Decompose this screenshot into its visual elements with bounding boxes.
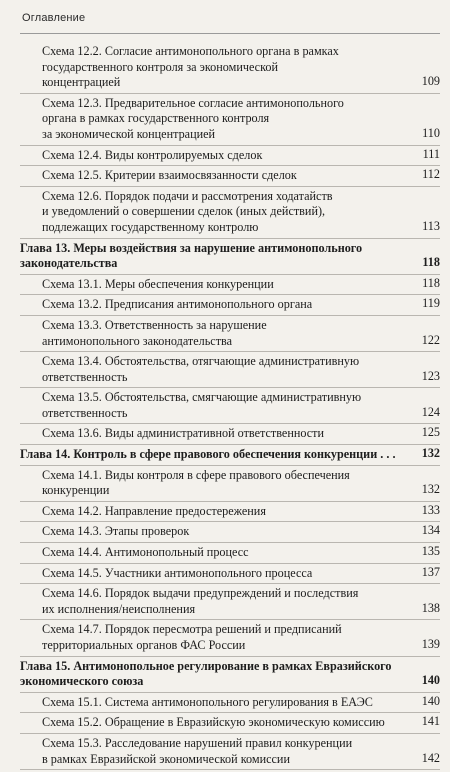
entry-title-line: Схема 13.1. Меры обеспечения конкуренции [42, 276, 274, 291]
page-number: 109 [421, 74, 440, 89]
page-number: 113 [422, 218, 440, 233]
toc-scheme-entry [20, 354, 440, 388]
entry-title-line: за экономической концентрацией [42, 126, 216, 141]
page-number: 112 [422, 167, 440, 182]
entry-title-line: государственного контроля за экономической [42, 59, 279, 74]
toc-scheme-entry [20, 277, 440, 296]
entry-title [20, 504, 440, 520]
entry-title [20, 189, 440, 236]
toc-scheme-entry [20, 622, 440, 656]
toc-scheme-entry [20, 736, 440, 770]
running-header: Оглавление [22, 12, 86, 24]
entry-title-line: Схема 14.2. Направление предостережения [42, 503, 266, 518]
entry-title-line: Глава 15. Антимонопольное регулирование в рамках Евразийского [20, 658, 392, 673]
entry-title-line: Схема 13.4. Обстоятельства, отягчающие административную [42, 354, 360, 369]
entry-title [20, 586, 440, 617]
entry-title-line: подлежащих государственному контролю [42, 219, 259, 234]
entry-title [20, 524, 440, 540]
page-number: 119 [422, 296, 440, 311]
entry-title-line: Схема 15.3. Расследование нарушений правил конкуренции [42, 735, 353, 750]
toc-scheme-entry [20, 524, 440, 543]
entry-title-line: Схема 15.1. Система антимонопольного регулирования в ЕАЭС [42, 694, 373, 709]
page-number: 122 [421, 332, 440, 347]
entry-title-line: территориальных органов ФАС России [42, 638, 246, 652]
toc-scheme-entry [20, 586, 440, 620]
entry-title [20, 44, 440, 91]
entry-title [20, 354, 440, 385]
entry-title [20, 468, 440, 499]
entry-title [20, 241, 440, 272]
page-number: 139 [421, 637, 440, 651]
entry-title-line: Схема 14.5. Участники антимонопольного процесса [42, 565, 313, 580]
entry-title-line: Схема 12.4. Виды контролируемых сделок [42, 147, 263, 162]
page-number: 118 [422, 275, 440, 290]
entry-title-line: ответственность [42, 369, 128, 384]
page-number: 123 [421, 368, 440, 383]
entry-title-line: Схема 12.5. Критерии взаимосвязанности сделок [42, 168, 297, 183]
toc-scheme-entry [20, 566, 440, 585]
entry-title-line: органа в рамках государственного контроля [42, 111, 270, 126]
entry-title-line: ответственность [42, 405, 128, 420]
toc-scheme-entry [20, 96, 440, 146]
page-number: 141 [421, 714, 440, 729]
toc-scheme-entry [20, 695, 440, 714]
entry-title-line: Схема 13.3. Ответственность за нарушение [42, 317, 267, 332]
entry-title-line: Схема 14.7. Порядок пересмотра решений и предписаний [42, 622, 342, 637]
entry-title-line: Схема 12.3. Предварительное согласие антимонопольного [42, 95, 344, 110]
entry-title-line: Схема 12.6. Порядок подачи и рассмотрения ходатайств [42, 188, 333, 203]
toc-scheme-entry [20, 297, 440, 316]
entry-title-line: Схема 15.2. Обращение в Евразийскую экономическую комиссию [42, 715, 385, 730]
entry-title [20, 659, 440, 690]
table-of-contents [20, 44, 440, 772]
page-number: 125 [421, 425, 440, 440]
entry-title-line: Схема 13.6. Виды административной ответственности [42, 426, 325, 441]
entry-title [20, 545, 440, 561]
page-number: 132 [421, 446, 440, 461]
page-number: 142 [421, 750, 440, 765]
entry-title-line: Схема 14.3. Этапы проверок [42, 524, 190, 539]
entry-title-line: их исполнения/неисполнения [42, 601, 196, 616]
toc-scheme-entry [20, 504, 440, 523]
toc-scheme-entry [20, 390, 440, 424]
page-number: 134 [421, 523, 440, 538]
toc-scheme-entry [20, 468, 440, 502]
page-number: 124 [421, 404, 440, 419]
entry-title-line: Схема 14.4. Антимонопольный процесс [42, 545, 249, 560]
entry-title [20, 277, 440, 293]
entry-title-line: в рамках Евразийской экономической комиссии [42, 751, 290, 766]
page-number: 133 [421, 502, 440, 517]
page-number: 138 [421, 600, 440, 615]
entry-title [20, 168, 440, 184]
page-number: 137 [421, 564, 440, 579]
toc-scheme-entry [20, 715, 440, 734]
entry-title-line: Глава 13. Меры воздействия за нарушение антимонопольного [20, 240, 363, 255]
page-number: 140 [421, 673, 440, 688]
entry-title-line: Схема 13.2. Предписания антимонопольного органа [42, 297, 313, 312]
page-number: 135 [421, 544, 440, 559]
entry-title-line: Схема 14.1. Виды контроля в сфере правового обеспечения [42, 467, 350, 482]
toc-chapter-entry [20, 241, 440, 275]
entry-title [20, 447, 440, 463]
entry-title-line: Схема 12.2. Согласие антимонопольного органа в рамках [42, 44, 339, 58]
header-rule [20, 33, 440, 34]
entry-title-line: и уведомлений о совершении сделок (иных действий), [42, 204, 326, 219]
entry-title-line: Схема 13.5. Обстоятельства, смягчающие административную [42, 390, 362, 405]
entry-title [20, 390, 440, 421]
entry-title [20, 695, 440, 711]
entry-title-line: Глава 14. Контроль в сфере правового обеспечения конкуренции . . . [20, 447, 396, 462]
entry-title [20, 566, 440, 582]
entry-title-line: законодательства [20, 256, 118, 271]
entry-title-line: антимонопольного законодательства [42, 333, 233, 348]
entry-title-line: Схема 14.6. Порядок выдачи предупреждений и последствия [42, 586, 359, 601]
toc-chapter-entry [20, 447, 440, 466]
entry-title [20, 622, 440, 653]
toc-scheme-entry [20, 189, 440, 239]
entry-title [20, 148, 440, 164]
page-number: 118 [422, 255, 440, 270]
page-number: 140 [421, 693, 440, 708]
entry-title [20, 426, 440, 442]
toc-chapter-entry [20, 659, 440, 693]
entry-title [20, 736, 440, 767]
entry-title [20, 96, 440, 143]
page-number: 110 [422, 125, 440, 140]
entry-title-line: экономического союза [20, 674, 144, 689]
toc-scheme-entry [20, 44, 440, 94]
entry-title-line: конкуренции [42, 483, 110, 498]
toc-scheme-entry [20, 168, 440, 187]
toc-scheme-entry [20, 148, 440, 167]
toc-scheme-entry [20, 318, 440, 352]
toc-scheme-entry [20, 545, 440, 564]
page-number: 111 [422, 146, 440, 161]
toc-scheme-entry [20, 426, 440, 445]
entry-title [20, 715, 440, 731]
entry-title [20, 318, 440, 349]
page-number: 132 [421, 482, 440, 497]
entry-title-line: концентрацией [42, 75, 121, 90]
entry-title [20, 297, 440, 313]
